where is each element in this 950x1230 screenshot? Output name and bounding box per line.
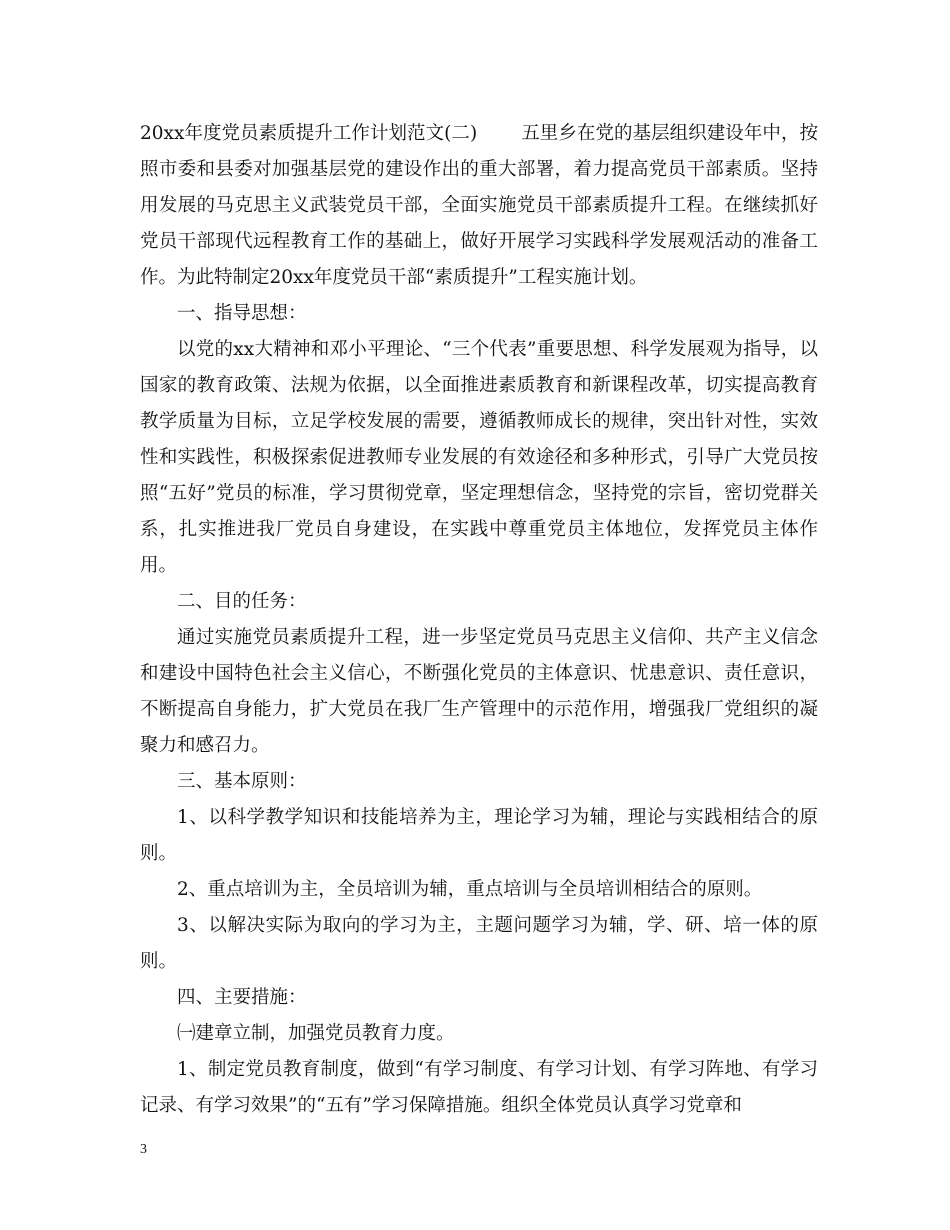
paragraph-guiding-ideology: 以党的xx大精神和邓小平理论、“三个代表”重要思想、科学发展观为指导，以国家的教育政策、法规为依据，以全面推进素质教育和新课程改革，切实提高教育教学质量为目标，立足学校发展的需要，遵循教师成长的规律，突出针对性，实效性和实践性，积极探索促进教师专业发展的有效途径和多种形式，引导广大党员按照“五好”党员的标准，学习贯彻党章，坚定理想信念，坚持党的宗旨，密切党群关系，扎实推进我厂党员自身建设，在实践中尊重党员主体地位，发挥党员主体作用。 (140, 339, 818, 576)
section-heading-principles: 三、基本原则： (177, 771, 307, 792)
page-number: 3 (140, 1142, 147, 1157)
principle-item-2: 2、重点培训为主，全员培训为辅，重点培训与全员培训相结合的原则。 (177, 879, 763, 900)
measure-subheading-1: ㈠建章立制，加强党员教育力度。 (177, 1023, 455, 1044)
section-heading-measures: 四、主要措施： (177, 987, 307, 1008)
section-heading-guiding-ideology: 一、指导思想： (177, 303, 307, 324)
section-heading-objectives: 二、目的任务： (177, 591, 307, 612)
document-title-line: 20xx年度党员素质提升工作计划范文(二) (140, 123, 478, 144)
opening-paragraph (140, 116, 818, 296)
intro-text: 五里乡在党的基层组织建设年中，按照市委和县委对加强基层党的建设作出的重大部署，着力提高党员干部素质。坚持用发展的马克思主义武装党员干部，全面实施党员干部素质提升工程。在继续抓好党员干部现代远程教育工作的基础上，做好开展学习实践科学发展观活动的准备工作。为此特制定20xx年度党员干部“素质提升”工程实施计划。 (140, 123, 819, 288)
document-body (140, 116, 818, 1124)
principle-item-1: 1、以科学教学知识和技能培养为主，理论学习为辅，理论与实践相结合的原则。 (140, 807, 818, 864)
measure-item-1: 1、制定党员教育制度，做到“有学习制度、有学习计划、有学习阵地、有学习记录、有学习效果”的“五有”学习保障措施。组织全体党员认真学习党章和 (140, 1059, 818, 1116)
principle-item-3: 3、以解决实际为取向的学习为主，主题问题学习为辅，学、研、培一体的原则。 (140, 915, 818, 972)
paragraph-objectives: 通过实施党员素质提升工程，进一步坚定党员马克思主义信仰、共产主义信念和建设中国特色社会主义信心，不断强化党员的主体意识、忧患意识、责任意识，不断提高自身能力，扩大党员在我厂生产管理中的示范作用，增强我厂党组织的凝聚力和感召力。 (140, 627, 818, 756)
